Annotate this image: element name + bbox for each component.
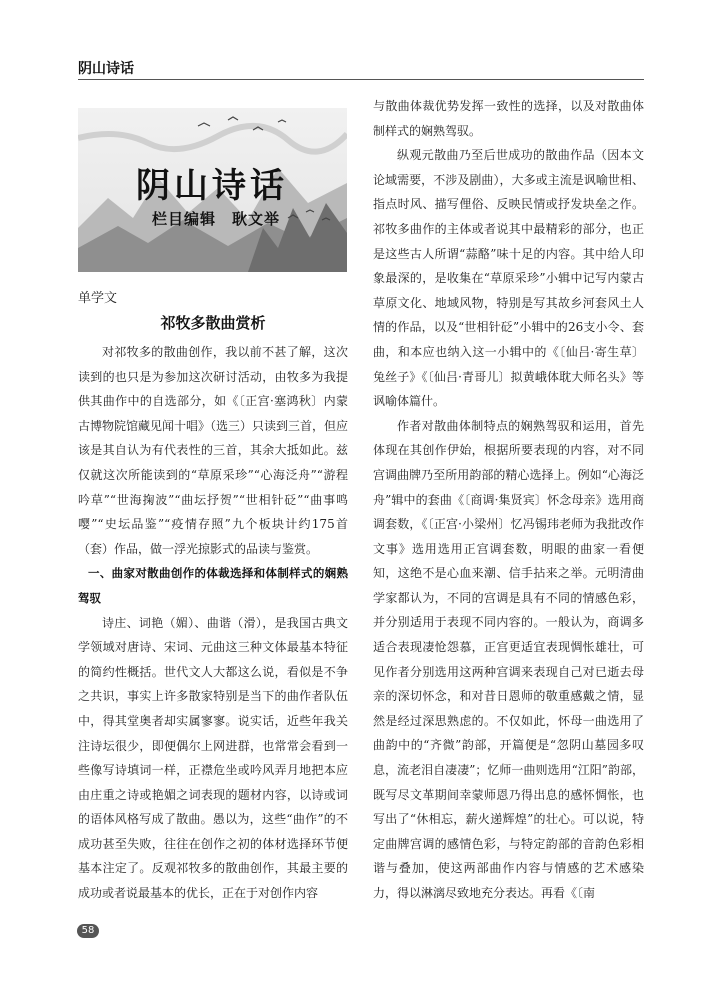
body-paragraph: 诗庄、词艳（媚）、曲谐（滑），是我国古典文学领域对唐诗、宋词、元曲这三种文体最基本特征的简约性概括。世代文人大都这么说，看似是不争之共识，事实上许多散家特别是当下的曲作者队伍中，得其堂奥者却实属寥寥。说实话，近些年我关注诗坛很少，即便偶尔上网进群，也常常会看到一些像写诗填词一样，正襟危坐或吟风弄月地把本应由庄重之诗或艳媚之词表现的题材内容，以诗或词的语体风格写成了散曲。愚以为，这些“曲作”的不成功甚至失败，往往在创作之初的体材选择环节便基本注定了。反观祁牧多的散曲创作，其最主要的成功或者说最基本的优长，正在于对创作内容 xyxy=(78,615,348,901)
body-paragraph: 与散曲体裁优势发挥一致性的选择，以及对散曲体制样式的娴熟驾驭。 xyxy=(373,99,644,138)
article-author: 单学文 xyxy=(78,291,118,306)
page-number: 58 xyxy=(77,924,99,938)
running-header: 阴山诗话 xyxy=(78,61,134,77)
header-rule xyxy=(78,79,644,80)
body-paragraph: 对祁牧多的散曲创作，我以前不甚了解，这次读到的也只是为参加这次研讨活动，由牧多为我提供其曲作中的自选部分，如《〔正宫·塞鸿秋〕内蒙古博物院馆藏见闻十唱》（选三）只读到三首，但应该是其自认为有代表性的三首，其余大抵如此。兹仅就这次所能读到的“草原采珍”“心海泛舟”“游程吟草”“世海掬波”“曲坛抒贺”“世相针砭”“曲事鸣嘤”“史坛品鉴”“疫情存照”九个板块计约175首（套）作品，做一浮光掠影式的品读与鉴赏。 xyxy=(78,345,349,556)
right-column xyxy=(373,94,644,906)
banner-title: 阴山诗话 xyxy=(136,166,288,206)
column-banner xyxy=(78,108,347,272)
body-paragraph: 纵观元散曲乃至后世成功的散曲作品（因本文论域需要，不涉及剧曲），大多或主流是讽喻世相、指点时风、描写俚俗、反映民情或抒发块垒之作。祁牧多曲作的主体或者说其中最精彩的部分，也正是这些古人所谓“蒜酪”味十足的内容。其中给人印象最深的，是收集在“草原采珍”小辑中记写内蒙古草原文化、地域风物，特别是写其故乡河套风土人情的作品，以及“世相针砭”小辑中的26支小令、套曲，和本应也纳入这一小辑中的《〔仙吕·寄生草〕兔丝子》《〔仙吕·青哥儿〕拟黄峨体耽大师名头》等讽喻体篇什。 xyxy=(373,148,644,409)
article-title: 祁牧多散曲赏析 xyxy=(160,314,266,332)
left-column xyxy=(78,340,348,906)
banner-editor-credit: 栏目编辑 耿文举 xyxy=(152,210,281,228)
section-heading: 一、曲家对散曲创作的体裁选择和体制样式的娴熟驾驭 xyxy=(78,566,348,605)
body-paragraph: 作者对散曲体制特点的娴熟驾驭和运用，首先体现在其创作伊始，根据所要表现的内容，对不同宫调曲牌乃至所用韵部的精心选择上。例如“心海泛舟”辑中的套曲《〔商调·集贤宾〕怀念母亲》选用商调套数，《〔正宫·小梁州〕忆冯锡玮老师为我批改作文事》选用选用正宫调套数，明眼的曲家一看便知，这绝不是心血来潮、信手拈来之举。元明清曲学家都认为，不同的宫调是具有不同的情感色彩，并分别适用于表现不同内容的。一般认为，商调多适合表现凄怆怨慕，正宫更适宜表现惆怅雄壮，可见作者分别选用这两种宫调来表现自己对已逝去母亲的深切怀念，和对昔日恩师的敬重感戴之情，显然是经过深思熟虑的。不仅如此，怀母一曲选用了曲韵中的“齐微”韵部，开篇便是“忽阴山墓园多叹息，流老泪自凄凄”；忆师一曲则选用“江阳”韵部，既写尽文革期间幸蒙师恩乃得出息的感怀惆怅，也写出了“休相忘，薪火递辉煌”的壮心。可以说，特定曲牌宫调的感情色彩，与特定韵部的音韵色彩相谐与叠加，使这两部曲作内容与情感的艺术感染力，得以淋漓尽致地充分表达。再看《〔南 xyxy=(373,418,644,900)
